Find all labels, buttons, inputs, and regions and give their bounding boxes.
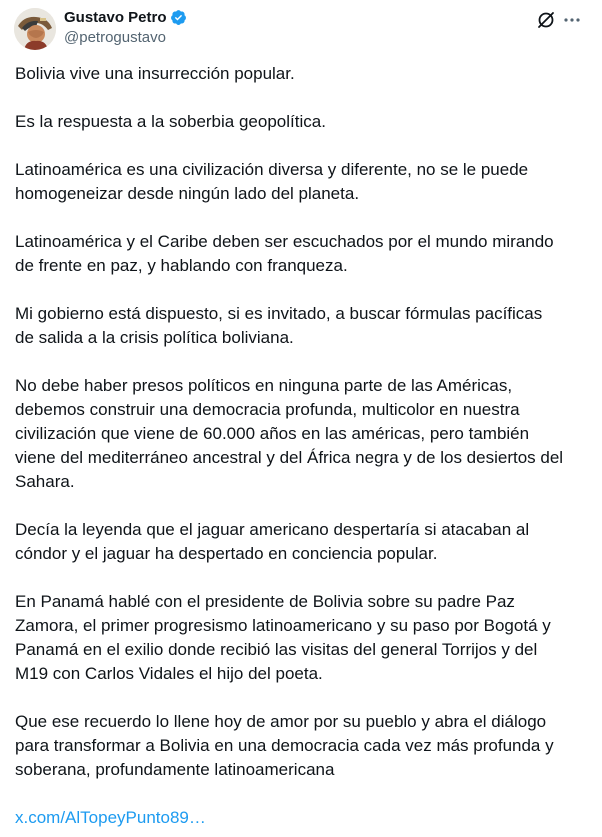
tweet-link[interactable]: x.com/AlTopeyPunto89… <box>15 808 206 827</box>
grok-slash-icon[interactable] <box>536 10 556 30</box>
tweet-paragraph: No debe haber presos políticos en ninguna parte de las Américas, debemos construir una democracia profunda, multicolor en nuestra civilización que viene de 60.000 años en las américas, pero también viene del mediterráneo ancestral y del África negra y de los desiertos del Sahara. <box>15 376 564 491</box>
more-options-icon[interactable] <box>562 10 582 30</box>
avatar[interactable] <box>14 8 56 50</box>
tweet-paragraph: Bolivia vive una insurrección popular. <box>15 64 295 83</box>
tweet-paragraph: Que ese recuerdo lo llene hoy de amor por su pueblo y abra el diálogo para transformar a Bolivia en una democracia cada vez más profunda y soberana, profundamente latinoamericana <box>15 712 554 779</box>
tweet-paragraph: En Panamá hablé con el presidente de Bolivia sobre su padre Paz Zamora, el primer progresismo latinoamericano y su paso por Bogotá y Panamá en el exilio donde recibió las visitas del general Torrijos y del M19 con Carlos Vidales el hijo del poeta. <box>15 592 551 683</box>
display-name[interactable]: Gustavo Petro <box>64 8 167 26</box>
avatar-image <box>14 8 56 50</box>
verified-badge-icon[interactable] <box>170 9 187 26</box>
tweet-header <box>14 6 586 50</box>
handle[interactable]: @petrogustavo <box>64 29 166 46</box>
tweet-paragraph: Mi gobierno está dispuesto, si es invitado, a buscar fórmulas pacíficas de salida a la crisis política boliviana. <box>15 304 543 347</box>
tweet-paragraph: Es la respuesta a la soberbia geopolítica. <box>15 112 326 131</box>
user-info <box>64 6 187 48</box>
name-row <box>64 6 187 28</box>
tweet-paragraph: Decía la leyenda que el jaguar americano despertaría si atacaban al cóndor y el jaguar ha despertado en conciencia popular. <box>15 520 530 563</box>
tweet-text <box>15 62 587 830</box>
tweet-paragraph: Latinoamérica es una civilización diversa y diferente, no se le puede homogeneizar desde ningún lado del planeta. <box>15 160 529 203</box>
tweet-paragraph: Latinoamérica y el Caribe deben ser escuchados por el mundo mirando de frente en paz, y hablando con franqueza. <box>15 232 554 275</box>
